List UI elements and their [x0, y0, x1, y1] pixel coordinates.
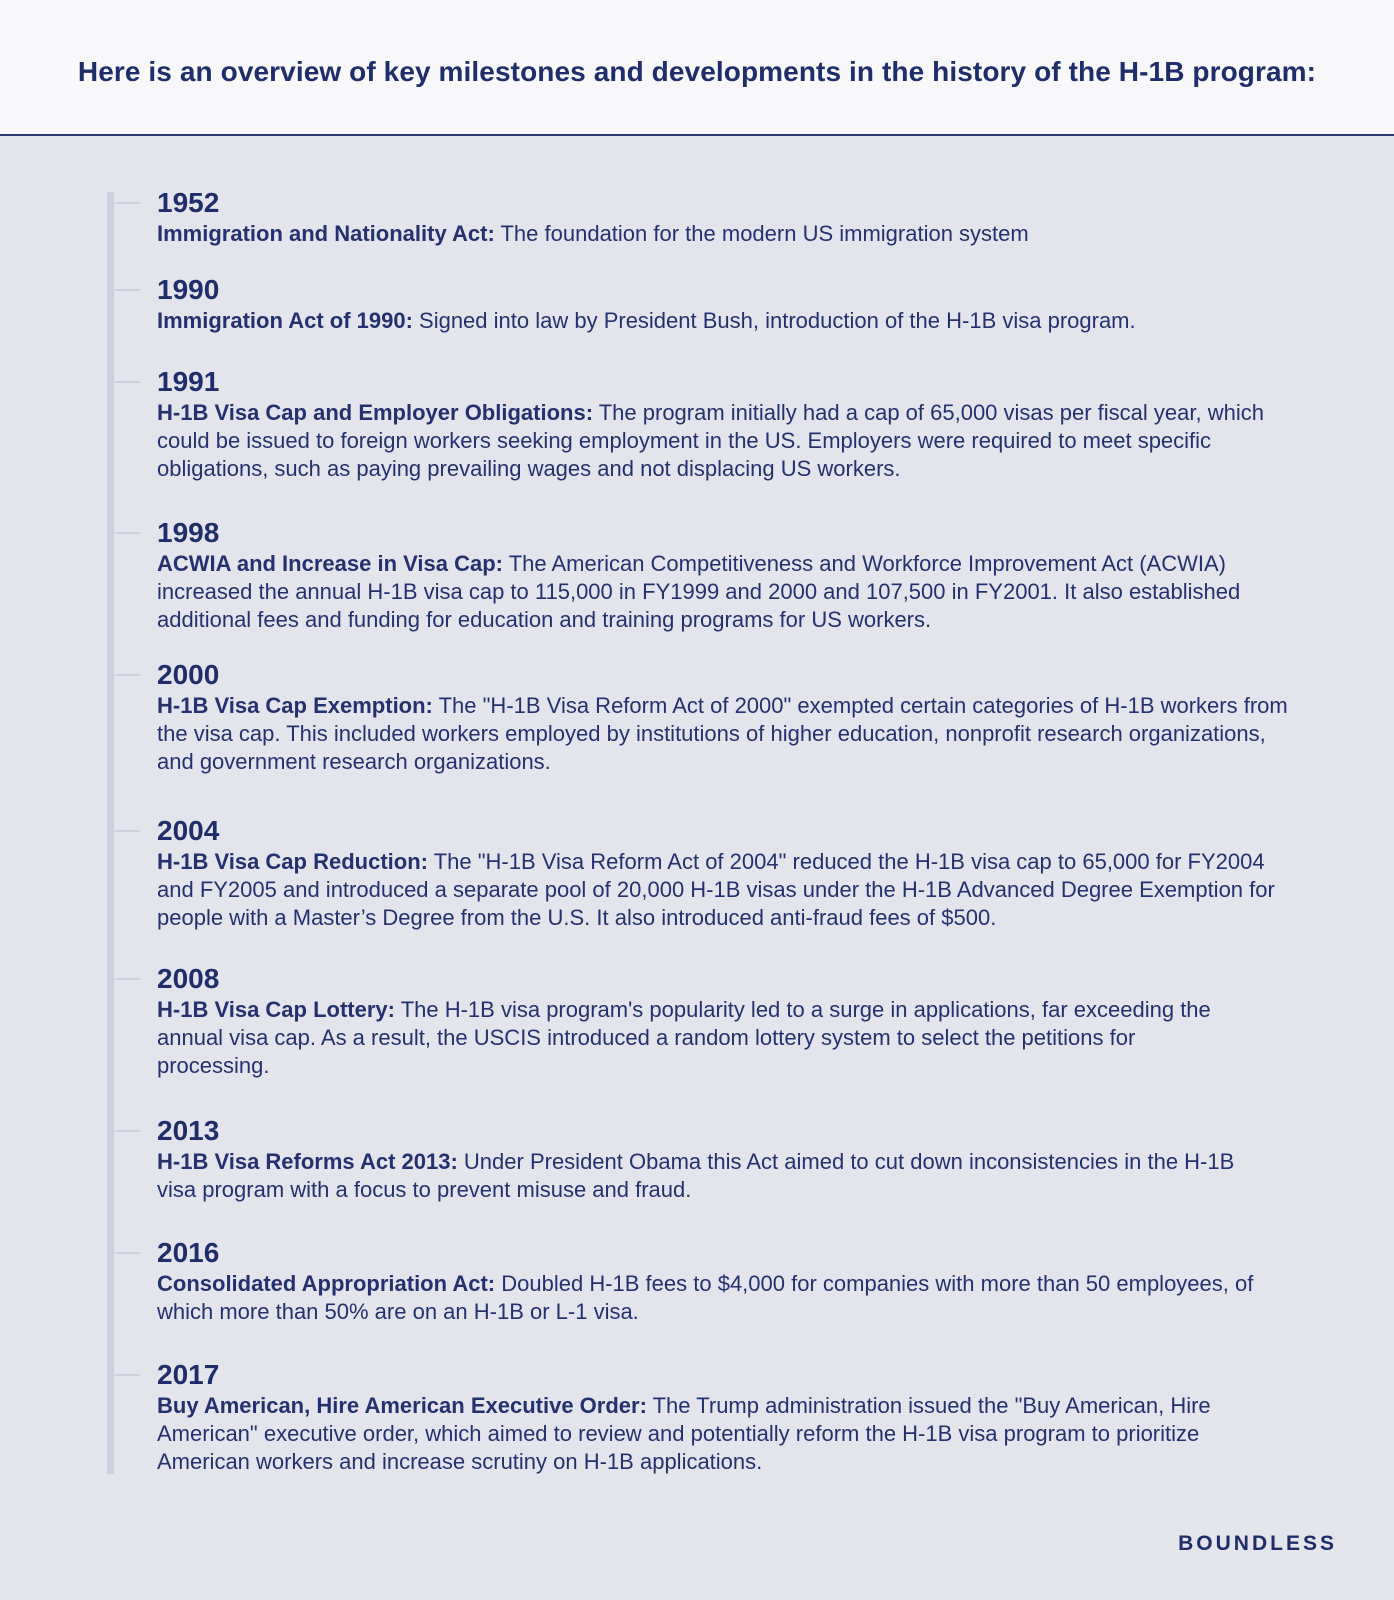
milestone-lead: Immigration and Nationality Act:	[157, 221, 495, 246]
timeline-tick	[115, 978, 140, 980]
milestone-item	[157, 814, 1287, 932]
milestone-year: 2004	[157, 815, 220, 846]
milestone-description	[157, 848, 1287, 932]
milestone-text: The program initially had a cap of 65,000 visas per fiscal year, which could be issued to foreign workers seeking employment in the US. Employers were required to meet specific obligations, such as paying prevailing wages and not displacing US workers.	[157, 400, 1264, 481]
milestone-description	[157, 692, 1297, 776]
milestone-lead: Immigration Act of 1990:	[157, 308, 413, 333]
milestone-item	[157, 273, 1267, 335]
milestone-text: The Trump administration issued the "Buy American, Hire American" executive order, which aimed to review and potentially reform the H-1B visa program to prioritize American workers and increase scrutiny on H-1B applications.	[157, 1393, 1211, 1474]
milestone-item	[157, 516, 1257, 634]
milestone-year: 1998	[157, 517, 220, 548]
timeline-line	[107, 192, 114, 1474]
milestone-year: 2008	[157, 963, 220, 994]
milestone-description	[157, 399, 1287, 483]
milestone-year: 2013	[157, 1115, 220, 1146]
timeline-tick	[115, 1252, 140, 1254]
milestone-year: 2017	[157, 1359, 220, 1390]
timeline-tick	[115, 202, 140, 204]
timeline-tick	[115, 289, 140, 291]
page-title: Here is an overview of key milestones and developments in the history of the H-1B program:	[77, 56, 1317, 87]
milestone-item	[157, 1236, 1257, 1326]
milestone-description	[157, 307, 1267, 335]
milestone-text: The "H-1B Visa Reform Act of 2000" exempted certain categories of H-1B workers from the visa cap. This included workers employed by institutions of higher education, nonprofit research organizations, and government research organizations.	[157, 693, 1288, 774]
milestone-description	[157, 1270, 1257, 1326]
brand-logo: BOUNDLESS	[1178, 1532, 1337, 1555]
timeline-tick	[115, 532, 140, 534]
milestone-lead: H-1B Visa Reforms Act 2013:	[157, 1149, 458, 1174]
milestone-description	[157, 1148, 1267, 1204]
milestone-description	[157, 550, 1257, 634]
milestone-lead: ACWIA and Increase in Visa Cap:	[157, 551, 503, 576]
milestone-year: 2000	[157, 659, 220, 690]
timeline-tick	[115, 381, 140, 383]
milestone-text: The foundation for the modern US immigration system	[494, 221, 1029, 246]
milestone-item	[157, 365, 1287, 483]
page-header	[0, 0, 1394, 136]
milestone-item	[157, 658, 1297, 776]
milestone-lead: Consolidated Appropriation Act:	[157, 1271, 496, 1296]
milestone-text: Doubled H-1B fees to $4,000 for companies with more than 50 employees, of which more than 50% are on an H-1B or L-1 visa.	[157, 1271, 1254, 1324]
milestone-lead: Buy American, Hire American Executive Order:	[157, 1393, 647, 1418]
milestone-description	[157, 996, 1227, 1080]
timeline-tick	[115, 674, 140, 676]
milestone-text: The "H-1B Visa Reform Act of 2004" reduced the H-1B visa cap to 65,000 for FY2004 and FY2005 and introduced a separate pool of 20,000 H-1B visas under the H-1B Advanced Degree Exemption for people with a Master’s Degree from the U.S. It also introduced anti-fraud fees of $500.	[157, 849, 1275, 930]
milestone-timeline	[0, 136, 1394, 1600]
timeline-tick	[115, 1130, 140, 1132]
milestone-year: 1952	[157, 187, 220, 218]
milestone-item	[157, 962, 1227, 1080]
milestone-lead: H-1B Visa Cap and Employer Obligations:	[157, 400, 594, 425]
timeline-tick	[115, 830, 140, 832]
milestone-lead: H-1B Visa Cap Exemption:	[157, 693, 433, 718]
milestone-lead: H-1B Visa Cap Lottery:	[157, 997, 395, 1022]
milestone-text: Under President Obama this Act aimed to cut down inconsistencies in the H-1B visa program with a focus to prevent misuse and fraud.	[157, 1149, 1235, 1202]
milestone-text: Signed into law by President Bush, introduction of the H-1B visa program.	[412, 308, 1136, 333]
milestone-item	[157, 1358, 1297, 1476]
milestone-year: 1991	[157, 366, 220, 397]
milestone-item	[157, 1114, 1267, 1204]
milestone-description	[157, 1392, 1297, 1476]
milestone-description	[157, 220, 1267, 248]
milestone-text: The H-1B visa program's popularity led to a surge in applications, far exceeding the annual visa cap. As a result, the USCIS introduced a random lottery system to select the petitions for processing.	[157, 997, 1211, 1078]
milestone-text: The American Competitiveness and Workforce Improvement Act (ACWIA) increased the annual H-1B visa cap to 115,000 in FY1999 and 2000 and 107,500 in FY2001. It also established additional fees and funding for education and training programs for US workers.	[157, 551, 1241, 632]
milestone-year: 2016	[157, 1237, 220, 1268]
milestone-item	[157, 186, 1267, 248]
milestone-year: 1990	[157, 274, 220, 305]
milestone-lead: H-1B Visa Cap Reduction:	[157, 849, 428, 874]
timeline-tick	[115, 1374, 140, 1376]
